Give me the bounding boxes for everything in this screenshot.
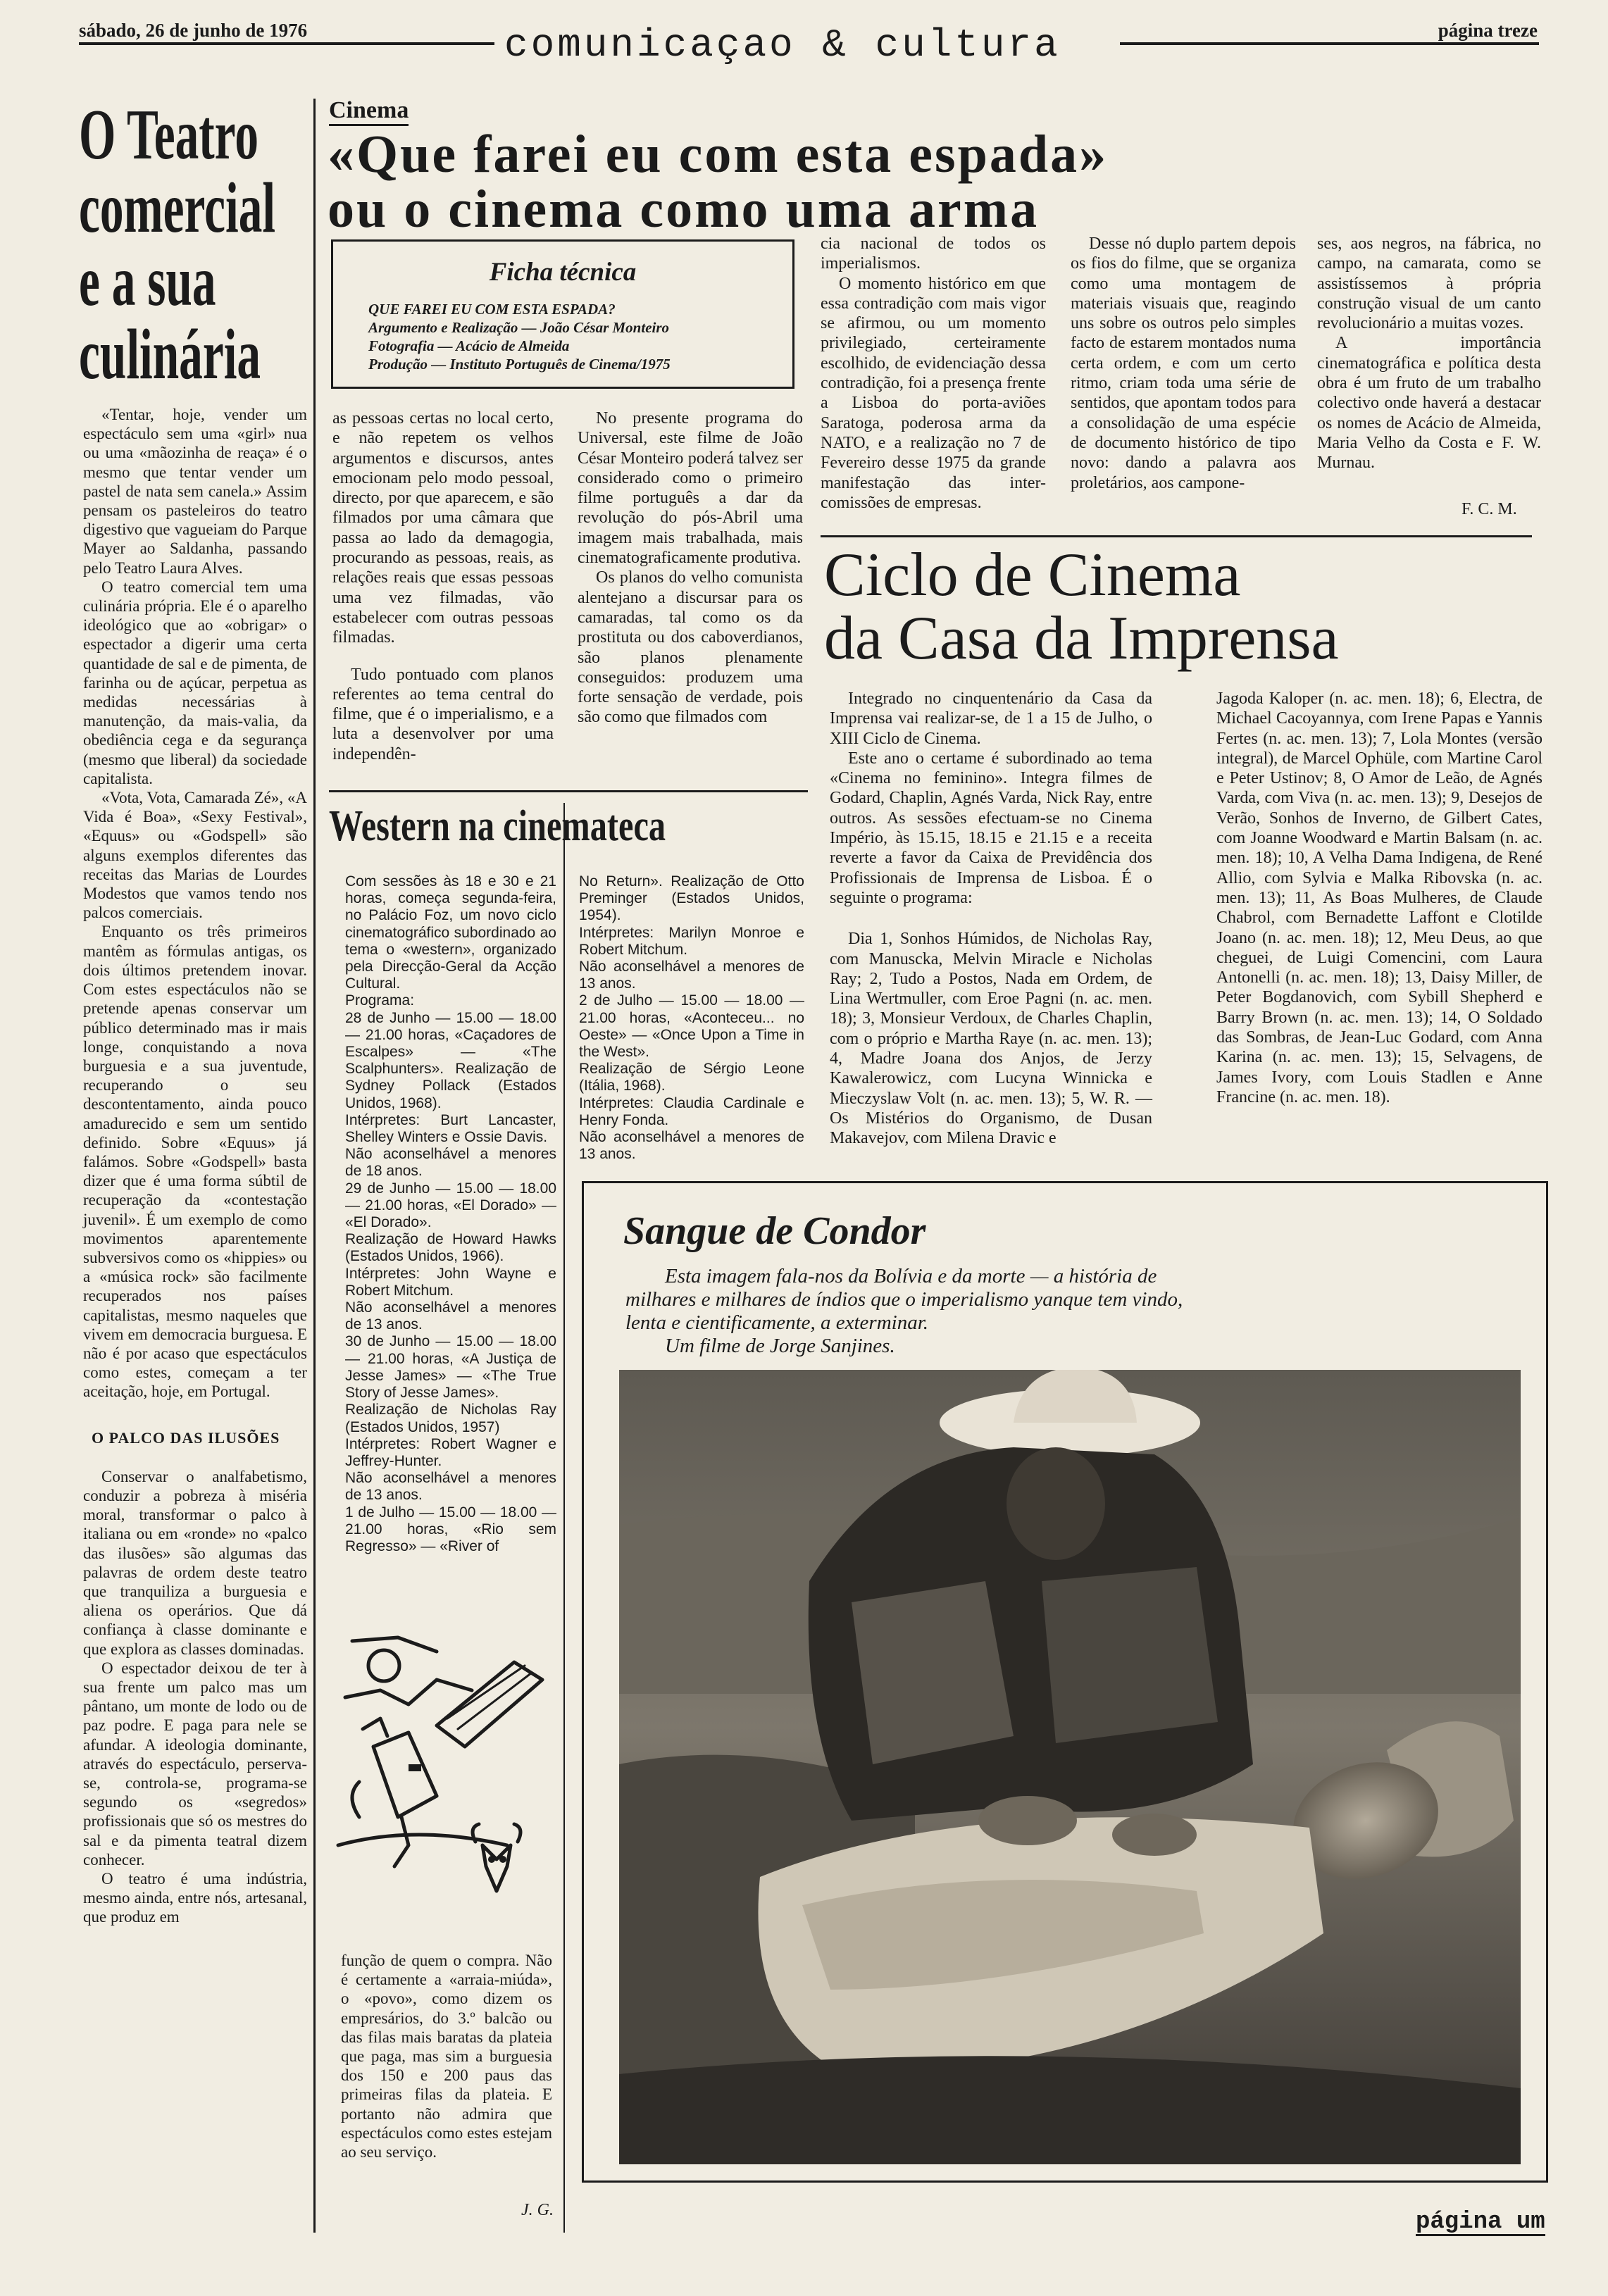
- cinema-col-3: [821, 234, 1046, 513]
- paragraph: «Tentar, hoje, vender um espectáculo sem uma «girl» nua ou uma «mãozinha de reaça» é o mesmo que tentar vender um pastel de nata sem canela.» Assim pensam os pasteleiros do teatro digestivo que vagueiam do Parque Mayer ao Saldanha, passando pelo Teatro Laura Alves.: [83, 406, 307, 577]
- ciclo-col-1: [830, 689, 1152, 1149]
- cinema-signature: F. C. M.: [1461, 500, 1517, 518]
- caption-line: milhares e milhares de índios que o imperialismo yanque tem vindo,: [625, 1288, 1183, 1311]
- western-col-1: Com sessões às 18 e 30 e 21 horas, começa segunda-feira, no Palácio Foz, um novo ciclo cinematográfico subordinado ao tema o «western», organizado pela Direcção-Geral da Acção Cultural. Programa: 28 de Junho — 15.00 — 18.00 — 21.00 horas, «Caçadores de Escalpes» — «The Scalphunters». Realização de Sydney Pollack (Estados Unidos, 1968). Intérpretes: Burt Lancaster, Shelley Winters e Ossie Davis. Não aconselhável a menores de 18 anos. 29 de Junho — 15.00 — 18.00 — 21.00 horas, «El Dorado» — «El Dorado». Realização de Howard Hawks (Estados Unidos, 1966). Intérpretes: John Wayne e Robert Mitchum. Não aconselhável a menores de 13 anos. 30 de Junho — 15.00 — 18.00 — 21.00 horas, «A Justiça de Jesse James» — «The True Story of Jesse James». Realização de Nicholas Ray (Estados Unidos, 1957) Intérpretes: Robert Wagner e Jeffrey-Hunter. Não aconselhável a menores de 13 anos. 1 de Julho — 15.00 — 18.00 — 21.00 horas, «Rio sem Regresso» — «River of: [345, 873, 556, 1554]
- headline-line: ou o cinema como uma arma: [328, 180, 1040, 239]
- masthead: [0, 0, 1608, 68]
- column-rule-2: [563, 803, 565, 2233]
- ficha-line: QUE FAREI EU COM ESTA ESPADA?: [368, 301, 616, 318]
- column-rule-1: [313, 99, 316, 2233]
- paragraph: Jagoda Kaloper (n. ac. men. 18); 6, Electra, de Michael Cacoyannya, com Irene Papas e Yannis Fertes (n. ac. men. 13); 7, Lola Montes (versão integral), de Marcel Ophüle, com Martine Carol e Peter Ustinov; 8, O Amor de Leão, de Agnés Varda, com Viva (n. ac. men. 13); 9, Desejos de Verão, Sonhos de Inverno, de Gilbert Cates, com Joanne Woodward e Martin Balsam (n. ac. men. 18); 10, A Velha Dama Indigena, de René Allio, com Sylvia e Malka Ribovska (n. ac. men. 13); 11, As Boas Mulheres, de Claude Chabrol, com Bernadette Laffont e Clotilde Joano (n. ac. men. 18); 12, Meu Deus, ao que cheguei, de Luigi Comencini, com Laura Antonelli (n. ac. men. 18); 13, Daisy Miller, de Peter Bogdanovich, com Sybill Shepherd e Barry Brown (n. ac. men. 13); 14, O Soldado das Sombras, de Jean-Luc Godard, com Anna Karina (n. ac. men. 13); 15, Selvagens, de James Ivory, com Louis Stadlen e Anne Francine (n. ac. men. 18).: [1216, 690, 1542, 1106]
- cinema-col-2: [578, 408, 803, 728]
- teatro-title-line: comercial: [79, 168, 276, 248]
- masthead-rule-left: [79, 42, 494, 45]
- condor-box: [582, 1181, 1548, 2183]
- teatro-title-line: culinária: [79, 315, 261, 394]
- teatro-title-line: e a sua: [79, 242, 216, 321]
- cinema-headline: [328, 127, 1525, 237]
- paragraph: A importância cinematográfica e política desta obra é um fruto de um trabalho colectivo onde haverá a destacar os nomes de Acácio de Almeida, Maria Velho da Costa e F. W. Murnau.: [1317, 334, 1541, 473]
- ciclo-title-line: da Casa da Imprensa: [824, 604, 1339, 673]
- paragraph: O momento histórico em que essa contradição com mais vigor se afirmou, ou um momento privilegiado, certeiramente escolhido, de evidenciação dessa contradição, foi a presença frente a Lisboa do porta-aviões Saratoga, poderosa arma da NATO, e a realização no 7 de Fevereiro desse 1975 da grande manifestação das inter-comissões de empresas.: [821, 274, 1046, 512]
- condor-photo: [619, 1370, 1521, 2164]
- ciclo-col-2: [1216, 689, 1542, 1107]
- paragraph: O teatro é uma indústria, mesmo ainda, entre nós, artesanal, que produz em: [83, 1870, 307, 1926]
- western-title: Western na cinemateca: [329, 802, 666, 850]
- cinema-kicker: Cinema: [329, 97, 409, 126]
- teatro-continuation: [341, 1951, 552, 2161]
- paragraph: Desse nó duplo partem depois os fios do filme, que se organiza como uma montagem de materiais visuais que, reagindo uns sobre os outros pelo simples facto de estarem montados numa certa ordem, e com um certo ritmo, criam toda uma série de sentidos, que apontam todos para a consolidação de uma espécie de documento histórico de tipo novo: dando a palavra aos proletários, aos campone-: [1071, 235, 1296, 492]
- teatro-body: [83, 405, 307, 1927]
- western-rule: [329, 790, 808, 792]
- paragraph: O espectador deixou de ter à sua frente um palco mas um pântano, um monte de lodo ou de paz podre. E paga para nele se afundar. A ideologia dominante, através do espectáculo, perserva-se, controla-se, programa-se segundo os «segredos» profissionais que só os mestres do sal e da pimenta teatral dizem conhecer.: [83, 1659, 307, 1868]
- paragraph: as pessoas certas no local certo, e não repetem os velhos argumentos e discursos, antes emocionam pelo modo pessoal, directo, por que aparecem, e são filmados por uma câmara que passa ao lado da demagogia, procurando as pessoas, reais, as relações reais que essas pessoas uma vez filmadas, vão estabelecer com outras pessoas filmadas.: [332, 409, 554, 647]
- paragraph: cia nacional de todos os imperialismos.: [821, 235, 1046, 273]
- ficha-line: Produção — Instituto Português de Cinema/1975: [368, 356, 671, 373]
- paragraph: função de quem o compra. Não é certamente a «arraia-miúda», o «povo», como dizem os empresários, do 3.º balcão ou das filas mais baratas da plateia que paga, mas sim a burguesia dos 150 e 200 paus das primeiras filas da plateia. E portanto não admira que espectáculos como estes estejam ao seu serviço.: [341, 1952, 552, 2161]
- paragraph: ses, aos negros, na fábrica, no campo, na camarata, como se assistíssemos à própria construção visual de um canto revolucionário a muitas vozes.: [1317, 235, 1541, 333]
- subhead-palco: O PALCO DAS ILUSÕES: [92, 1428, 280, 1447]
- cinema-col-1: [332, 408, 554, 764]
- paragraph: Conservar o analfabetismo, conduzir a pobreza à miséria moral, transformar o palco à italiana ou em «ronde» no «palco das ilusões» são algumas das palavras de ordem deste teatro que tranquiliza a burguesia e aliena os operários. Que dá confiança à classe dominante e que explora as classes dominadas.: [83, 1467, 307, 1658]
- paragraph: O teatro comercial tem uma culinária própria. Ele é o aparelho ideológico que ao «obrigar» o espectador a digerir uma certa quantidade de sal e de pimenta, de farinha ou de açúcar, perpetua as medidas necessárias à manutenção, da mais-valia, da obediência cega e da segurança (mesmo que liberal) da sociedade capitalista.: [83, 578, 307, 787]
- condor-caption: [625, 1265, 1510, 1358]
- masthead-section: comunicaçao & cultura: [504, 23, 1061, 68]
- masthead-date: sábado, 26 de junho de 1976: [79, 20, 314, 42]
- western-col-2: No Return». Realização de Otto Preminger (Estados Unidos, 1954). Intérpretes: Marilyn Monroe e Robert Mitchum. Não aconselhável a menores de 13 anos. 2 de Julho — 15.00 — 18.00 — 21.00 horas, «Aconteceu... no Oeste» — «Once Upon a Time in the West». Realização de Sérgio Leone (Itália, 1968). Intérpretes: Claudia Cardinale e Henry Fonda. Não aconselhável a menores de 13 anos.: [579, 873, 804, 1163]
- paragraph: «Vota, Vota, Camarada Zé», «A Vida é Boa», «Sexy Festival», «Equus» ou «Godspell» são alguns exemplos diferentes das receitas das Marias de Lourdes Modestos que vamos tendo nos palcos comerciais.: [83, 789, 307, 922]
- paragraph: Integrado no cinquentenário da Casa da Imprensa vai realizar-se, de 1 a 15 de Julho, o XIII Ciclo de Cinema.: [830, 690, 1152, 748]
- teatro-title-line: O Teatro: [79, 95, 258, 175]
- masthead-rule-right: [1120, 42, 1539, 45]
- ficha-line: Argumento e Realização — João César Monteiro: [368, 319, 670, 336]
- ciclo-title-line: Ciclo de Cinema: [824, 541, 1241, 609]
- ciclo-rule: [821, 535, 1532, 537]
- ciclo-title: [824, 541, 1535, 673]
- paragraph: Dia 1, Sonhos Húmidos, de Nicholas Ray, com Manuscka, Melvin Miracle e Nicholas Ray; 2, Tudo a Postos, Nada em Ordem, de Lina Wertmuller, com Eroe Pagni (n. ac. men. 18); 3, Monsieur Verdoux, de Charles Chaplin, com o próprio e Martha Raye (n. ac. men. 13); 4, Madre Joana dos Anjos, de Jerzy Kawalerowicz, com Lucyna Winnicka e Mieczyslaw Volt (n. ac. men. 13); 5, W. R. — Os Mistérios do Organismo, de Dusan Makavejov, com Milena Dravic e: [830, 930, 1152, 1148]
- paragraph: Este ano o certame é subordinado ao tema «Cinema no feminino». Integra filmes de Godard, Chaplin, Agnés Varda, Nick Ray, entre outros. As sessões efectuam-se no Cinema Império, às 15.15, 18.15 e 21.15 e a receita reverte a favor da Caixa de Previdência dos Profissionais de Imprensa de Lisboa. É o seguinte o programa:: [830, 749, 1152, 907]
- teatro-title: [79, 95, 304, 394]
- paragraph: Tudo pontuado com planos referentes ao tema central do filme, que é o imperialismo, e a luta a desenvolver por uma independên-: [332, 665, 554, 763]
- western-illustration: [331, 1613, 556, 1944]
- caption-line: Esta imagem fala-nos da Bolívia e da morte — a história de: [665, 1265, 1157, 1287]
- ficha-heading: Ficha técnica: [489, 258, 637, 287]
- ficha-line: Fotografia — Acácio de Almeida: [368, 337, 570, 354]
- teatro-signature: J. G.: [521, 2201, 554, 2219]
- ficha-tecnica-box: [331, 239, 794, 389]
- paragraph: Enquanto os três primeiros mantêm as fórmulas antigas, os dois últimos pretendem inovar. Com estes espectáculos não se pretende apenas conservar um público determinado mas ir mais longe, conquistando a nova burguesia e a sua juventude, recuperando o seu descontentamento, ainda pouco amadurecido e sem um sentido definido. Sobre «Equus» já falámos. Sobre «Godspell» basta dizer que é uma forma súbtil de recuperação da «contestação juvenil». É um exemplo de como movimentos aparentemente subversivos como os «hippies» ou a «música rock» são facilmente recuperados nos países capitalistas, mesmo naqueles que vivem em democracia burguesa. E não é por acaso que espectáculos como estes, começam a ter aceitação, hoje, em Portugal.: [83, 923, 307, 1401]
- paragraph: No presente programa do Universal, este filme de João César Monteiro poderá talvez ser considerado como o primeiro filme português a dar da revolução do pós-Abril uma imagem mais trabalhada, mais cinematograficamente produtiva.: [578, 409, 803, 568]
- paragraph: Os planos do velho comunista alentejano a discursar para os camaradas, tal como os da prostituta ou dos caboverdianos, são planos plenamente conseguidos: produzem uma forte sensação de verdade, pois são como que filmados com: [578, 568, 803, 727]
- headline-line: «Que farei eu com esta espada»: [328, 125, 1109, 184]
- masthead-page: página treze: [1431, 20, 1538, 42]
- cinema-col-4: [1071, 234, 1296, 493]
- condor-title: Sangue de Condor: [623, 1209, 926, 1253]
- footer-label: página um: [1416, 2209, 1545, 2235]
- caption-line: lenta e cientificamente, a exterminar.: [625, 1311, 929, 1334]
- cinema-col-5: [1317, 234, 1541, 473]
- caption-line: Um filme de Jorge Sanjines.: [665, 1335, 895, 1357]
